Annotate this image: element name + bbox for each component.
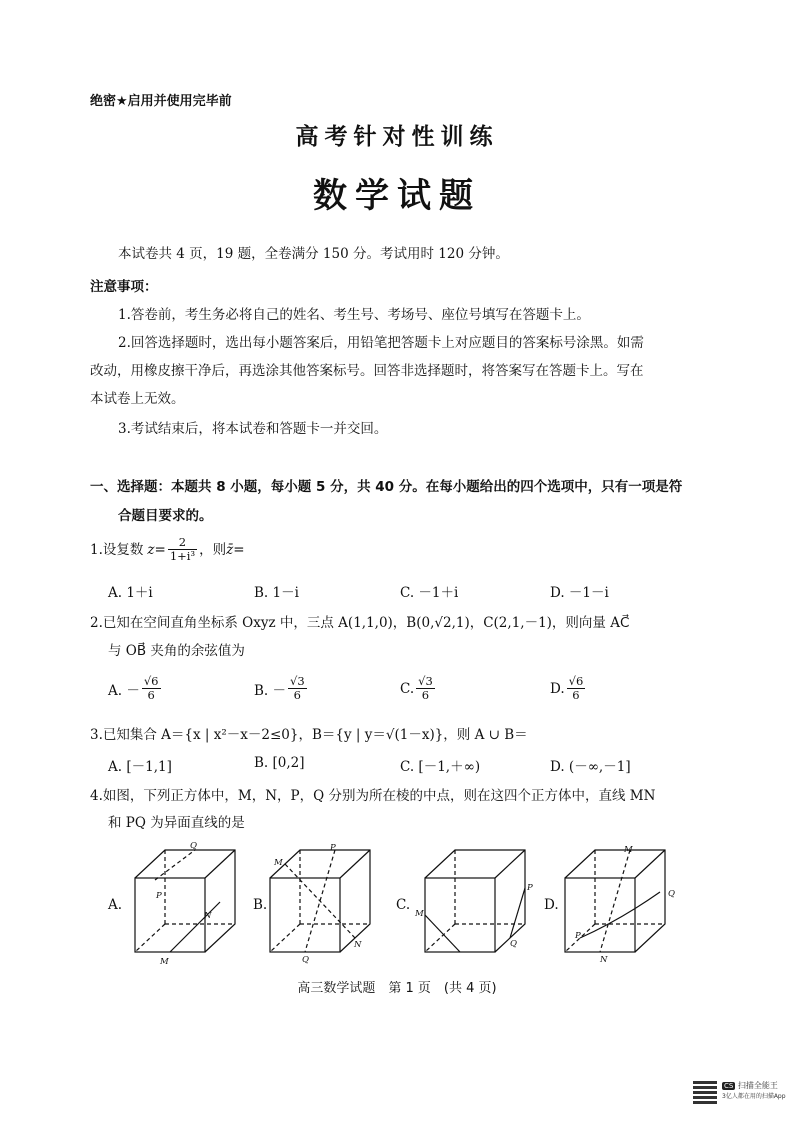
q1-option-a: A. 1＋i <box>108 585 153 601</box>
note-item-1: 1.答卷前，考生务必将自己的姓名、考生号、考场号、座位号填写在答题卡上。 <box>118 307 590 323</box>
cube-d-label-q: Q <box>668 889 675 899</box>
q2-option-d-label: D. <box>550 680 565 697</box>
q2-option-b-label: B. － <box>254 682 287 699</box>
exam-title: 高考针对性训练 <box>295 123 499 150</box>
question-4-line-2: 和 PQ 为异面直线的是 <box>108 815 245 831</box>
q4-option-c: C. <box>396 897 411 913</box>
cube-c-label-m: M <box>415 909 424 919</box>
q2-d-den: 6 <box>572 688 580 702</box>
q2-b-num: √3 <box>290 674 305 688</box>
q3-option-c: C. [－1,＋∞) <box>400 759 481 775</box>
cube-c-label-q: Q <box>510 939 517 949</box>
cube-b-label-p: P <box>330 843 336 853</box>
cube-c-label-p: P <box>527 883 533 893</box>
scanner-badge: CS <box>724 1082 734 1090</box>
q2-option-d <box>550 675 587 702</box>
q1-option-b: B. 1－i <box>254 585 299 601</box>
q1-equals-2: = <box>233 541 245 558</box>
subject-title: 数学试题 <box>313 176 481 216</box>
scanner-tagline: 3亿人都在用的扫描App <box>722 1093 786 1100</box>
note-item-3: 3.考试结束后，将本试卷和答题卡一并交回。 <box>118 421 388 437</box>
q1-conjugate: z̄ <box>226 541 234 558</box>
q2-option-a <box>108 675 163 702</box>
cube-c <box>425 850 525 952</box>
cube-d-label-p: P <box>575 931 581 941</box>
q4-option-d: D. <box>544 897 559 913</box>
note-item-2-line-1: 2.回答选择题时，选出每小题答案后，用铅笔把答题卡上对应题目的答案标号涂黑。如需 <box>118 335 644 351</box>
cube-a-label-n: N <box>204 911 212 921</box>
cube-d-label-n: N <box>600 955 608 965</box>
question-2-line-2: 与 OB⃗ 夹角的余弦值为 <box>108 643 245 659</box>
cube-b-label-m: M <box>274 858 283 868</box>
scanner-watermark <box>722 1080 786 1100</box>
cube-a <box>135 850 235 952</box>
cube-b-label-q: Q <box>302 955 309 965</box>
q4-option-a: A. <box>108 897 123 913</box>
section-1-heading-cont: 合题目要求的。 <box>118 508 213 524</box>
q2-c-den: 6 <box>421 688 430 702</box>
note-item-2-line-2: 改动，用橡皮擦干净后，再选涂其他答案标号。回答非选择题时，将答案写在答题卡上。写在 <box>90 363 644 379</box>
question-2-line-1: 2.已知在空间直角坐标系 Oxyz 中，三点 A(1,1,0)，B(0,√2,1)，C(2,1,－1)，则向量 AC⃗ <box>90 615 630 631</box>
q1-frac-den: 1+i³ <box>169 549 196 563</box>
q1-equals: = <box>154 541 166 558</box>
intro-text: 本试卷共 4 页，19 题，全卷满分 150 分。考试用时 120 分钟。 <box>118 246 509 262</box>
q2-a-den: 6 <box>147 688 155 702</box>
q2-d-num: √6 <box>568 674 584 688</box>
q1-option-d: D. －1－i <box>550 585 609 601</box>
confidential-label: 绝密★启用并使用完毕前 <box>90 94 232 109</box>
q2-option-c <box>400 675 437 702</box>
q3-option-a: A. [－1,1] <box>108 759 172 775</box>
q2-option-a-label: A. － <box>108 682 140 699</box>
cube-a-label-q: Q <box>190 841 197 851</box>
question-3: 3.已知集合 A＝{x | x²－x－2≤0}，B＝{y | y＝√(1－x)}，则 A ∪ B＝ <box>90 727 528 743</box>
q3-option-d: D. (－∞,－1] <box>550 759 631 775</box>
cube-a-label-p: P <box>156 891 162 901</box>
q3-option-b: B. [0,2] <box>254 755 305 771</box>
cube-d-label-m: M <box>624 845 633 855</box>
note-item-2-line-3: 本试卷上无效。 <box>90 391 185 407</box>
question-4-line-1: 4.如图，下列正方体中，M，N，P，Q 分别为所在棱的中点，则在这四个正方体中，直线 MN <box>90 788 656 804</box>
section-1-heading: 一、选择题：本题共 8 小题，每小题 5 分，共 40 分。在每小题给出的四个选项中，只有一项是符 <box>90 479 683 495</box>
notes-heading: 注意事项： <box>90 279 158 295</box>
q2-c-num: √3 <box>418 674 433 688</box>
cube-b-label-n: N <box>354 940 362 950</box>
scanner-name: 扫描全能王 <box>737 1081 778 1090</box>
q2-b-den: 6 <box>293 688 301 702</box>
q2-option-c-label: C. <box>400 680 415 697</box>
cube-b <box>270 850 370 952</box>
q1-option-c: C. －1＋i <box>400 585 459 601</box>
qr-code-icon <box>693 1080 717 1104</box>
q4-option-b: B. <box>253 897 268 913</box>
q2-option-b <box>254 675 309 702</box>
q1-suffix: ，则 <box>199 541 227 558</box>
q1-fraction <box>168 536 197 563</box>
cube-a-label-m: M <box>160 957 169 967</box>
q1-prefix: 1.设复数 <box>90 541 144 558</box>
q2-a-num: √6 <box>143 674 159 688</box>
q1-variable: z <box>147 541 155 558</box>
q1-frac-num: 2 <box>168 536 197 550</box>
question-1 <box>90 536 245 563</box>
page-footer: 高三数学试题 第 1 页 (共 4 页) <box>297 981 497 996</box>
